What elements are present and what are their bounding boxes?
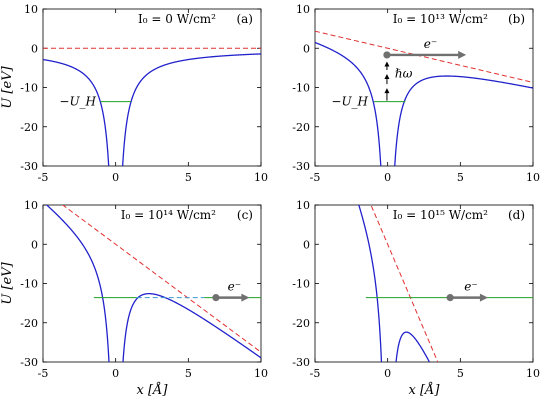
y-tick-label: -20 xyxy=(292,120,310,134)
electron-dot xyxy=(383,51,390,58)
y-axis-label: U [eV] xyxy=(0,262,15,305)
panel-a xyxy=(0,3,268,284)
potential-curve-right xyxy=(116,54,261,284)
panel-label: (a) xyxy=(236,12,253,26)
y-tick-label: -10 xyxy=(20,277,38,291)
panel-b xyxy=(292,3,540,284)
potential-curve-left xyxy=(315,85,387,400)
x-tick-label: 0 xyxy=(112,367,120,380)
photon-arrow-head xyxy=(384,74,389,79)
y-tick-label: 0 xyxy=(303,42,310,56)
x-tick-label: 0 xyxy=(384,171,392,184)
y-tick-label: -30 xyxy=(20,160,38,173)
y-tick-label: 10 xyxy=(296,199,310,212)
photon-label: ℏω xyxy=(394,66,413,81)
x-tick-label: 10 xyxy=(526,367,540,380)
electron-label: e⁻ xyxy=(464,279,478,294)
x-tick-label: 0 xyxy=(384,367,392,380)
x-tick-label: 5 xyxy=(184,367,192,380)
x-tick-label: 10 xyxy=(526,171,540,184)
y-tick-label: -20 xyxy=(20,120,38,134)
plot-frame xyxy=(315,9,533,166)
y-tick-label: 0 xyxy=(31,42,38,56)
intensity-annotation: I₀ = 10¹⁴ W/cm² xyxy=(120,208,216,222)
x-tick-label: 10 xyxy=(254,171,268,184)
y-tick-label: 10 xyxy=(24,3,38,16)
y-tick-label: -20 xyxy=(20,316,38,330)
intensity-annotation: I₀ = 10¹³ W/cm² xyxy=(392,12,488,26)
y-tick-label: -10 xyxy=(292,81,310,95)
potential-curve-left xyxy=(43,60,115,284)
electron-dot xyxy=(212,294,219,301)
x-tick-label: -5 xyxy=(309,171,321,184)
panel-label: (d) xyxy=(507,208,525,222)
plot-frame xyxy=(315,205,533,362)
electron-arrow-head xyxy=(241,294,249,302)
photon-arrow-head xyxy=(384,61,389,66)
x-tick-label: -5 xyxy=(37,171,49,184)
y-tick-label: 10 xyxy=(296,3,310,16)
plot-area xyxy=(315,74,533,400)
plot-area xyxy=(315,31,533,284)
x-tick-label: 10 xyxy=(254,367,268,380)
x-tick-label: -5 xyxy=(37,367,49,380)
x-tick-label: 0 xyxy=(112,171,120,184)
x-axis-label: x [Å] xyxy=(136,383,168,398)
electron-arrow-head xyxy=(458,51,466,59)
potential-curve-left xyxy=(315,42,387,283)
photon-arrow-head xyxy=(384,88,389,93)
x-tick-label: 5 xyxy=(456,171,464,184)
x-tick-label: 5 xyxy=(184,171,192,184)
y-tick-label: 0 xyxy=(31,238,38,252)
potential-curve-left xyxy=(43,202,115,400)
electron-label: e⁻ xyxy=(423,36,438,51)
electron-label: e⁻ xyxy=(227,279,242,294)
ground-level-label: −U_H xyxy=(331,94,369,109)
y-axis-label: U [eV] xyxy=(0,66,15,109)
y-tick-label: 10 xyxy=(24,199,38,212)
ground-level-label: −U_H xyxy=(59,94,97,109)
y-tick-label: -30 xyxy=(20,356,38,369)
y-tick-label: -10 xyxy=(20,81,38,95)
y-tick-label: -30 xyxy=(292,160,310,173)
electron-arrow-head xyxy=(480,294,488,302)
plot-frame xyxy=(43,9,261,166)
panel-d xyxy=(292,74,540,400)
x-tick-label: 5 xyxy=(456,367,464,380)
electron-dot xyxy=(447,294,454,301)
y-tick-label: -30 xyxy=(292,356,310,369)
y-tick-label: -10 xyxy=(292,277,310,291)
x-axis-label: x [Å] xyxy=(408,383,440,398)
y-tick-label: -20 xyxy=(292,316,310,330)
panel-label: (c) xyxy=(236,208,253,222)
intensity-annotation: I₀ = 0 W/cm² xyxy=(138,12,216,26)
y-tick-label: 0 xyxy=(303,238,310,252)
panel-label: (b) xyxy=(507,12,525,26)
x-tick-label: -5 xyxy=(309,367,321,380)
intensity-annotation: I₀ = 10¹⁵ W/cm² xyxy=(392,208,488,222)
panel-c xyxy=(0,190,268,400)
